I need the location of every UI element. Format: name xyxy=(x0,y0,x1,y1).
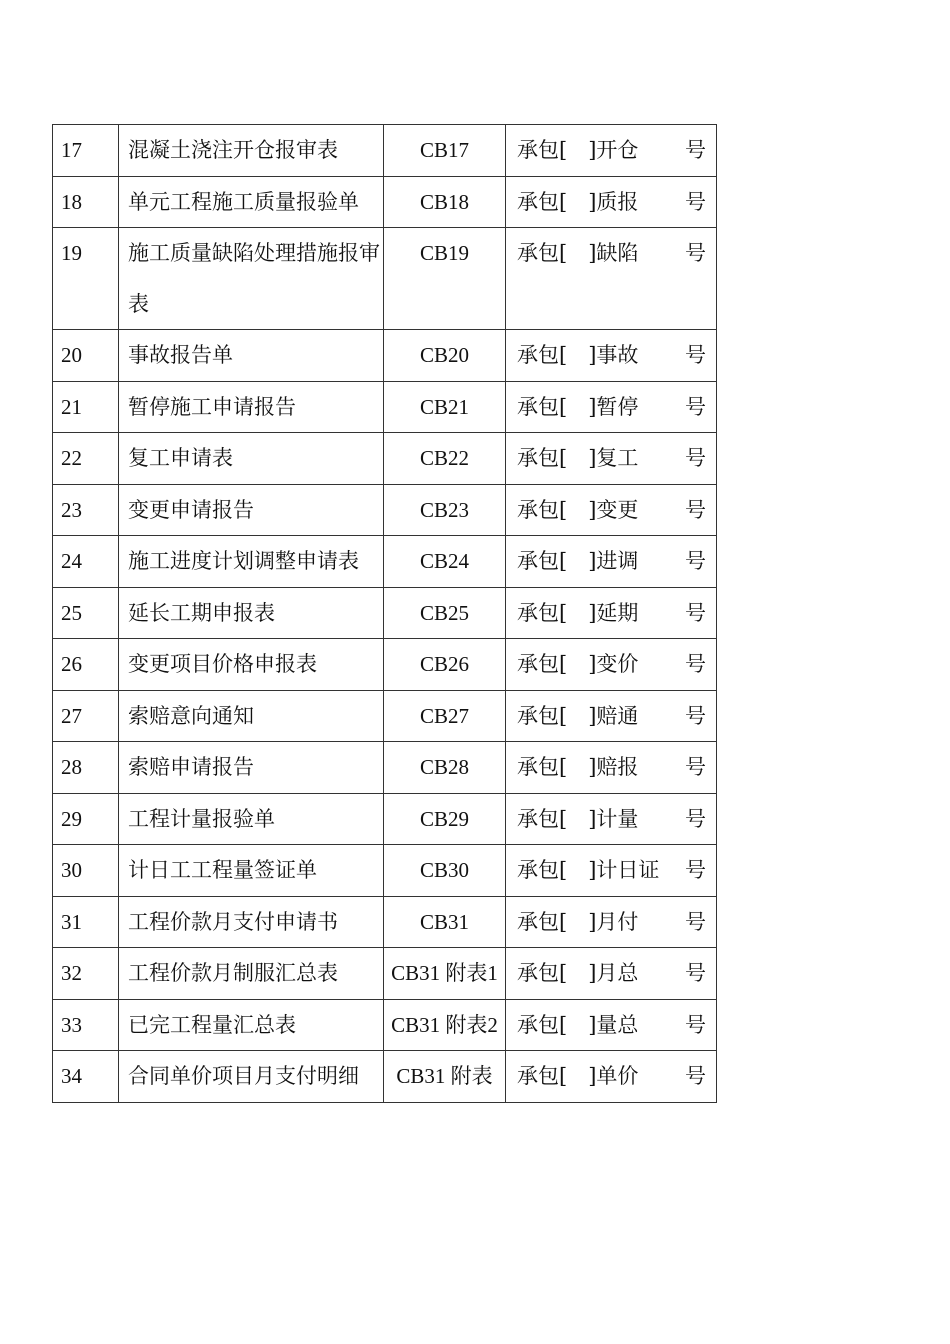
reference-number-cell xyxy=(506,896,717,948)
reference-number xyxy=(517,1000,706,1051)
reference-number-cell xyxy=(506,999,717,1051)
reference-prefix: 承包[ ]赔报 xyxy=(517,755,639,779)
reference-number-cell xyxy=(506,330,717,382)
row-number-cell xyxy=(53,381,119,433)
form-name: 延长工期申报表 xyxy=(128,600,275,625)
reference-number-cell xyxy=(506,433,717,485)
table-row xyxy=(53,587,717,639)
reference-suffix: 号 xyxy=(685,806,706,831)
form-name: 索赔意向通知 xyxy=(128,703,254,728)
row-number-cell xyxy=(53,793,119,845)
row-number: 19 xyxy=(61,241,82,265)
row-number-cell xyxy=(53,484,119,536)
reference-number-cell xyxy=(506,228,717,330)
form-name-cell xyxy=(119,125,384,177)
row-number: 30 xyxy=(61,858,82,882)
form-code: CB19 xyxy=(419,241,469,265)
reference-suffix: 号 xyxy=(685,961,706,985)
reference-suffix: 号 xyxy=(685,343,706,367)
reference-prefix: 承包[ ]进调 xyxy=(517,549,639,573)
form-name-cell xyxy=(119,330,384,382)
form-code: CB25 xyxy=(419,600,469,625)
form-code-cell xyxy=(384,690,506,742)
reference-number xyxy=(517,639,706,690)
reference-prefix: 承包[ ]赔通 xyxy=(517,703,639,728)
reference-number-cell xyxy=(506,484,717,536)
reference-suffix: 号 xyxy=(685,189,706,214)
form-code: CB31 附表1 xyxy=(391,961,498,985)
row-number: 23 xyxy=(61,497,82,522)
form-name-cell xyxy=(119,793,384,845)
reference-prefix: 承包[ ]计日证 xyxy=(517,858,660,882)
form-code: CB31 附表 xyxy=(396,1064,493,1088)
row-number-cell xyxy=(53,999,119,1051)
row-number: 20 xyxy=(61,343,82,367)
reference-number-cell xyxy=(506,176,717,228)
form-name: 工程价款月制服汇总表 xyxy=(128,961,338,985)
reference-suffix: 号 xyxy=(685,497,706,522)
form-code: CB28 xyxy=(419,755,469,779)
row-number-cell xyxy=(53,742,119,794)
reference-number-cell xyxy=(506,587,717,639)
form-name-cell xyxy=(119,176,384,228)
reference-suffix: 号 xyxy=(685,858,706,882)
form-code: CB27 xyxy=(419,703,469,728)
row-number-cell xyxy=(53,587,119,639)
row-number: 31 xyxy=(61,909,82,934)
form-code-cell xyxy=(384,536,506,588)
table-row xyxy=(53,176,717,228)
form-code-cell xyxy=(384,845,506,897)
form-code-cell xyxy=(384,948,506,1000)
reference-prefix: 承包[ ]缺陷 xyxy=(517,241,639,265)
form-name: 复工申请表 xyxy=(128,446,233,470)
reference-number xyxy=(517,691,706,742)
table-row xyxy=(53,793,717,845)
form-code-cell xyxy=(384,330,506,382)
form-name-cell xyxy=(119,587,384,639)
row-number-cell xyxy=(53,845,119,897)
table-row xyxy=(53,1051,717,1103)
row-number-cell xyxy=(53,896,119,948)
table-row xyxy=(53,948,717,1000)
form-name: 变更项目价格申报表 xyxy=(128,652,317,676)
form-name: 合同单价项目月支付明细 xyxy=(128,1064,359,1088)
reference-prefix: 承包[ ]量总 xyxy=(517,1012,639,1037)
reference-number xyxy=(517,897,706,948)
form-index-table xyxy=(52,124,717,1103)
reference-prefix: 承包[ ]计量 xyxy=(517,806,639,831)
row-number: 27 xyxy=(61,703,82,728)
reference-number-cell xyxy=(506,948,717,1000)
form-name: 暂停施工申请报告 xyxy=(128,394,296,419)
form-code-cell xyxy=(384,896,506,948)
reference-suffix: 号 xyxy=(685,241,706,265)
form-name-cell xyxy=(119,381,384,433)
table-row xyxy=(53,484,717,536)
form-code: CB22 xyxy=(419,446,469,470)
reference-number xyxy=(517,228,706,279)
reference-suffix: 号 xyxy=(685,1012,706,1037)
row-number: 33 xyxy=(61,1012,82,1037)
form-name: 工程价款月支付申请书 xyxy=(128,909,338,934)
form-name: 单元工程施工质量报验单 xyxy=(128,189,359,214)
form-code: CB31 xyxy=(419,909,469,934)
reference-number-cell xyxy=(506,125,717,177)
reference-number xyxy=(517,948,706,999)
form-code-cell xyxy=(384,742,506,794)
reference-prefix: 承包[ ]开仓 xyxy=(517,138,639,162)
form-code-cell xyxy=(384,381,506,433)
reference-number-cell xyxy=(506,742,717,794)
reference-suffix: 号 xyxy=(685,703,706,728)
form-code-cell xyxy=(384,484,506,536)
form-code: CB23 xyxy=(419,497,469,522)
form-code-cell xyxy=(384,176,506,228)
form-code: CB26 xyxy=(419,652,469,676)
row-number: 18 xyxy=(61,189,82,214)
row-number-cell xyxy=(53,330,119,382)
row-number: 34 xyxy=(61,1064,82,1088)
table-row xyxy=(53,381,717,433)
row-number: 28 xyxy=(61,755,82,779)
reference-prefix: 承包[ ]质报 xyxy=(517,189,639,214)
form-name-cell xyxy=(119,639,384,691)
form-code: CB30 xyxy=(419,858,469,882)
reference-suffix: 号 xyxy=(685,138,706,162)
form-code-cell xyxy=(384,125,506,177)
reference-number xyxy=(517,330,706,381)
row-number-cell xyxy=(53,639,119,691)
reference-suffix: 号 xyxy=(685,394,706,419)
form-code: CB24 xyxy=(419,549,469,573)
row-number-cell xyxy=(53,690,119,742)
reference-number xyxy=(517,485,706,536)
reference-number xyxy=(517,845,706,896)
row-number: 17 xyxy=(61,138,82,162)
reference-number xyxy=(517,742,706,793)
form-name-cell xyxy=(119,228,384,330)
reference-prefix: 承包[ ]月付 xyxy=(517,909,639,934)
reference-prefix: 承包[ ]单价 xyxy=(517,1064,639,1088)
table-row xyxy=(53,228,717,330)
reference-number xyxy=(517,536,706,587)
form-name-cell xyxy=(119,845,384,897)
reference-prefix: 承包[ ]变价 xyxy=(517,652,639,676)
table-row xyxy=(53,845,717,897)
reference-number xyxy=(517,433,706,484)
reference-prefix: 承包[ ]变更 xyxy=(517,497,639,522)
form-code-cell xyxy=(384,587,506,639)
form-name: 施工进度计划调整申请表 xyxy=(128,549,359,573)
reference-prefix: 承包[ ]延期 xyxy=(517,600,639,625)
row-number-cell xyxy=(53,433,119,485)
row-number: 22 xyxy=(61,446,82,470)
form-name-cell xyxy=(119,948,384,1000)
row-number-cell xyxy=(53,948,119,1000)
form-name-cell xyxy=(119,690,384,742)
form-name-cell xyxy=(119,896,384,948)
reference-prefix: 承包[ ]复工 xyxy=(517,446,639,470)
reference-number-cell xyxy=(506,1051,717,1103)
form-code-cell xyxy=(384,228,506,330)
reference-number xyxy=(517,1051,706,1102)
reference-number xyxy=(517,588,706,639)
form-code: CB20 xyxy=(419,343,469,367)
table-body xyxy=(53,125,717,1103)
table-row xyxy=(53,999,717,1051)
form-name-cell xyxy=(119,536,384,588)
form-name: 已完工程量汇总表 xyxy=(128,1012,296,1037)
form-name: 计日工工程量签证单 xyxy=(128,858,317,882)
form-name: 工程计量报验单 xyxy=(128,806,275,831)
row-number: 24 xyxy=(61,549,82,573)
row-number-cell xyxy=(53,125,119,177)
reference-number-cell xyxy=(506,536,717,588)
form-name-cell xyxy=(119,484,384,536)
reference-prefix: 承包[ ]月总 xyxy=(517,961,639,985)
table-row xyxy=(53,690,717,742)
reference-number-cell xyxy=(506,793,717,845)
form-code-cell xyxy=(384,999,506,1051)
reference-suffix: 号 xyxy=(685,600,706,625)
reference-suffix: 号 xyxy=(685,1064,706,1088)
reference-number xyxy=(517,794,706,845)
form-name: 变更申请报告 xyxy=(128,497,254,522)
form-code: CB29 xyxy=(419,806,469,831)
reference-suffix: 号 xyxy=(685,909,706,934)
form-name: 施工质量缺陷处理措施报审表 xyxy=(128,241,380,316)
reference-suffix: 号 xyxy=(685,446,706,470)
table-row xyxy=(53,330,717,382)
table-row xyxy=(53,742,717,794)
reference-number xyxy=(517,125,706,176)
reference-number-cell xyxy=(506,690,717,742)
reference-suffix: 号 xyxy=(685,652,706,676)
row-number: 32 xyxy=(61,961,82,985)
form-name: 事故报告单 xyxy=(128,343,233,367)
reference-prefix: 承包[ ]事故 xyxy=(517,343,639,367)
reference-number xyxy=(517,177,706,228)
row-number: 29 xyxy=(61,806,82,831)
row-number: 25 xyxy=(61,600,82,625)
form-name-cell xyxy=(119,1051,384,1103)
form-name: 混凝土浇注开仓报审表 xyxy=(128,138,338,162)
reference-number-cell xyxy=(506,639,717,691)
reference-number-cell xyxy=(506,381,717,433)
reference-suffix: 号 xyxy=(685,549,706,573)
row-number-cell xyxy=(53,176,119,228)
table-row xyxy=(53,639,717,691)
table-row xyxy=(53,125,717,177)
row-number: 26 xyxy=(61,652,82,676)
form-code: CB31 附表2 xyxy=(391,1012,498,1037)
table-row xyxy=(53,536,717,588)
form-code: CB18 xyxy=(419,189,469,214)
row-number: 21 xyxy=(61,394,82,419)
reference-suffix: 号 xyxy=(685,755,706,779)
form-name-cell xyxy=(119,433,384,485)
form-code-cell xyxy=(384,793,506,845)
reference-number xyxy=(517,382,706,433)
table-row xyxy=(53,433,717,485)
table-row xyxy=(53,896,717,948)
row-number-cell xyxy=(53,228,119,330)
form-code-cell xyxy=(384,639,506,691)
form-code: CB21 xyxy=(419,394,469,419)
reference-number-cell xyxy=(506,845,717,897)
row-number-cell xyxy=(53,1051,119,1103)
form-code: CB17 xyxy=(419,138,469,162)
form-code-cell xyxy=(384,1051,506,1103)
row-number-cell xyxy=(53,536,119,588)
form-name-cell xyxy=(119,742,384,794)
form-name-cell xyxy=(119,999,384,1051)
reference-prefix: 承包[ ]暂停 xyxy=(517,394,639,419)
form-code-cell xyxy=(384,433,506,485)
form-name: 索赔申请报告 xyxy=(128,755,254,779)
